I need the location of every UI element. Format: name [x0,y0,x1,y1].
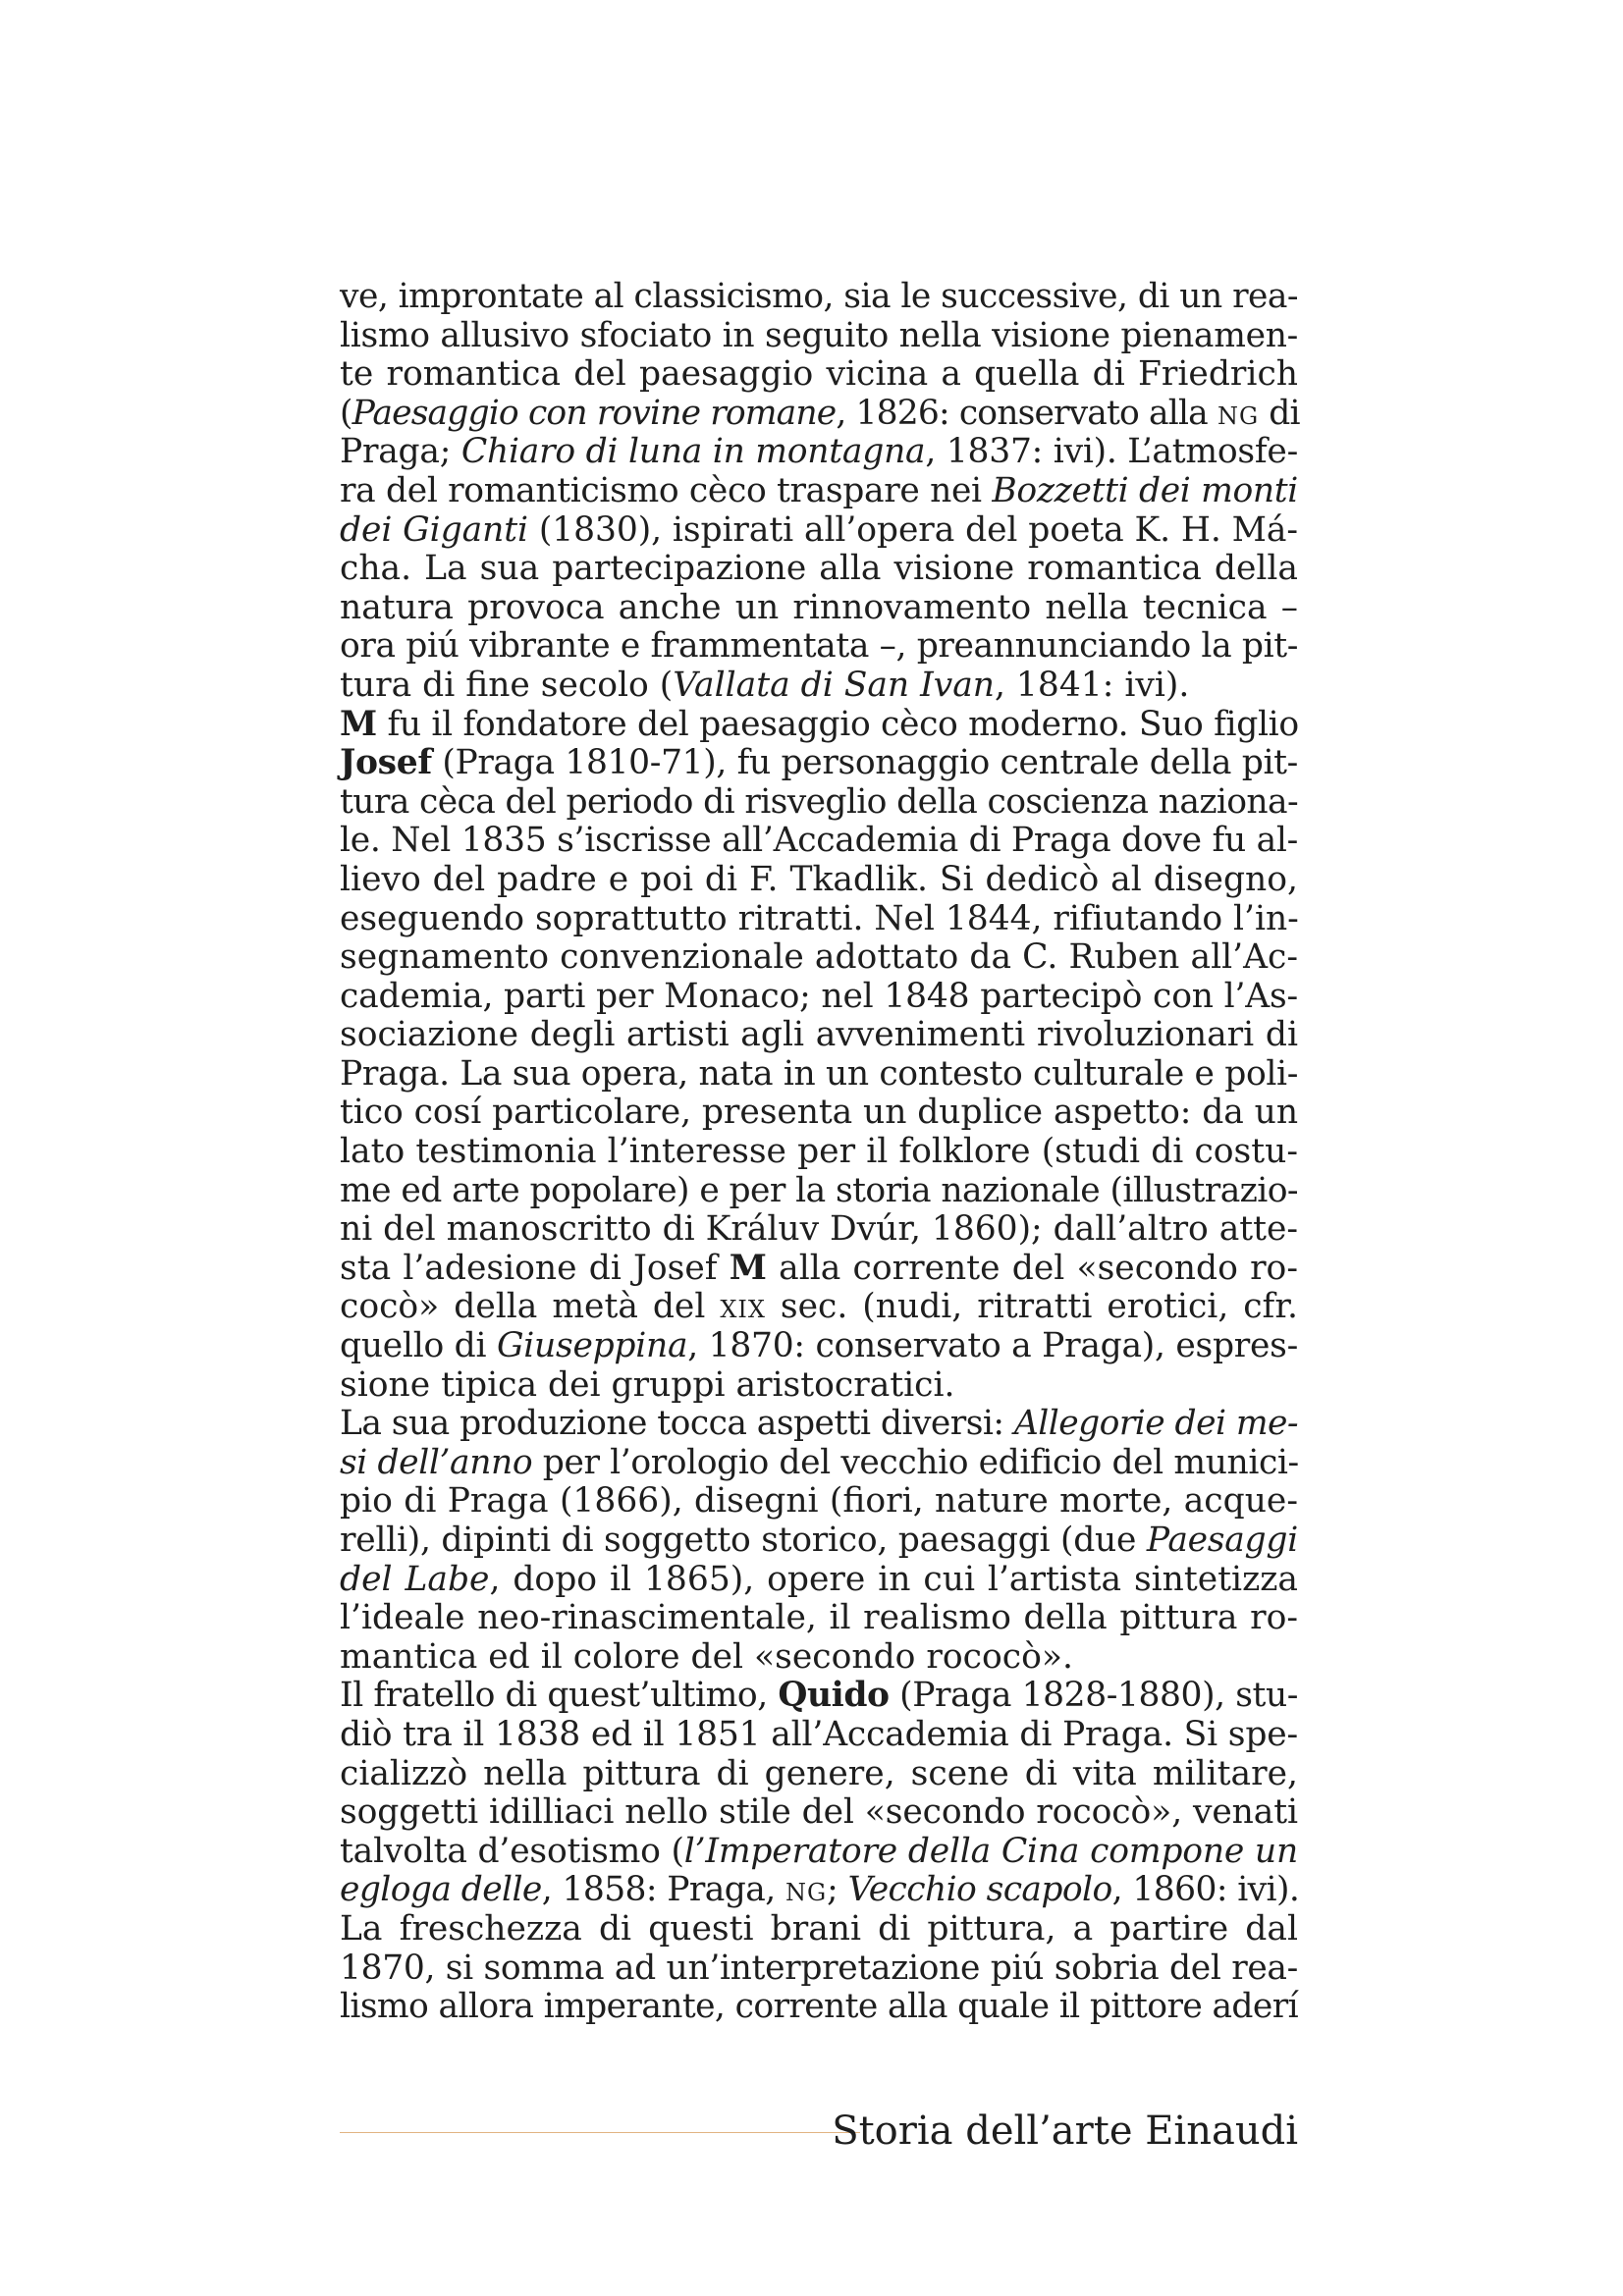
text-run: di [1259,393,1300,433]
text-run: sec. (nudi, ritratti erotici, cfr. [765,1287,1298,1327]
text-line [340,550,1298,589]
text-line [340,1561,1298,1600]
text-run: del Labe [340,1559,490,1599]
text-line [340,1405,1298,1444]
text-run: fu il fondatore del paesaggio cèco moderno. Suo figlio [376,704,1299,744]
text-run: ra del romanticismo cèco traspare nei [340,470,993,510]
text-run: ng [1217,393,1260,433]
text-run: quello di [340,1326,497,1366]
text-line [340,1133,1298,1172]
text-run: tico cosí particolare, presenta un duplice aspetto: da un [340,1093,1298,1133]
text-run: tura cèca del periodo di risveglio della coscienza naziona- [340,781,1299,822]
text-run: cha. La sua partecipazione alla visione romantica della [340,549,1298,589]
text-line [340,1094,1298,1133]
text-run: Paesaggi [1146,1521,1298,1560]
text-line [340,1793,1298,1833]
text-line [340,1482,1298,1522]
text-run: te romantica del paesaggio vicina a quella di Friedrich [340,354,1298,395]
text-run: relli), dipinti di soggetto storico, paesaggi (due [340,1521,1147,1560]
text-run: ( [340,393,352,433]
text-run: xix [720,1287,766,1327]
text-run: segnamento convenzionale adottato da C. Ruben all’Ac- [340,937,1298,978]
text-run: per l’orologio del vecchio edificio del munici- [532,1442,1299,1482]
text-line [340,783,1298,823]
text-run: alla corrente del «secondo ro- [766,1248,1298,1288]
text-line [340,472,1298,511]
text-run: Josef [340,743,432,783]
text-line [340,744,1298,783]
text-run: si dell’anno [340,1442,533,1482]
text-run: lismo allora imperante, corrente alla quale il pittore aderí [340,1987,1298,2027]
text-run: diò tra il 1838 ed il 1851 all’Accademia di Praga. Si spe- [340,1714,1298,1754]
text-line [340,1288,1298,1327]
text-run: tura di fine secolo ( [340,665,674,705]
text-line [340,589,1298,628]
text-line [340,278,1298,317]
text-line [340,1599,1298,1638]
text-line [340,1677,1298,1716]
text-line [340,1638,1298,1678]
text-run: (1830), ispirati all’opera del poeta K. H. Má- [528,509,1298,550]
text-run: l’Imperatore della Cina compone un [683,1831,1298,1871]
text-line [340,395,1298,434]
text-run: , 1858: Praga, [541,1870,785,1910]
text-run: , 1860: ivi). [1111,1870,1300,1910]
text-run: cademia, parti per Monaco; nel 1848 partecipò con l’As- [340,976,1299,1016]
text-line [340,1988,1298,2027]
text-line [340,355,1298,395]
text-run: , dopo il 1865), opere in cui l’artista sintetizza [489,1559,1299,1599]
text-run: ng [784,1870,828,1910]
text-run: Praga. La sua opera, nata in un contesto culturale e poli- [340,1053,1298,1094]
text-line [340,433,1298,472]
text-line [340,1016,1298,1055]
text-run: Giuseppina [496,1326,688,1366]
body-text [340,278,1298,2027]
text-line [340,978,1298,1017]
text-run: Il fratello di quest’ultimo, [340,1676,779,1716]
footer-rule [340,2132,860,2133]
text-line [340,706,1298,745]
text-run: lato testimonia l’interesse per il folklore (studi di costu- [340,1132,1298,1172]
text-run: , 1870: conservato a Praga), espres- [687,1326,1299,1366]
text-run: , 1837: ivi). L’atmosfe- [925,432,1298,472]
text-line [340,1250,1298,1289]
text-line [340,1755,1298,1794]
text-line [340,627,1298,667]
text-run: soggetti idilliaci nello stile del «secondo rococò», venati [340,1792,1298,1833]
text-run: 1870, si somma ad un’interpretazione piú sobria del rea- [340,1948,1298,1988]
text-run: (Praga 1828-1880), stu- [889,1676,1298,1716]
text-run: pio di Praga (1866), disegni (fiori, nature morte, acque- [340,1481,1298,1522]
text-line [340,317,1298,356]
text-run: , 1826: conservato alla [836,393,1217,433]
text-line [340,1210,1298,1250]
text-line [340,1716,1298,1755]
text-line [340,1055,1298,1095]
text-run: sta l’adesione di Josef [340,1248,730,1288]
text-run: M [729,1248,767,1288]
text-line [340,1522,1298,1561]
text-line [340,1949,1298,1989]
text-line [340,1172,1298,1211]
text-run: talvolta d’esotismo ( [340,1831,684,1871]
text-run: (Praga 1810-71), fu personaggio centrale della pit- [431,743,1298,783]
text-line [340,1871,1298,1910]
text-run: ni del manoscritto di Králuv Dvúr, 1860); dall’altro atte- [340,1209,1298,1250]
text-run: mantica ed il colore del «secondo rococò». [340,1636,1073,1677]
text-line [340,938,1298,978]
text-run: me ed arte popolare) e per la storia nazionale (illustrazio- [340,1170,1299,1210]
text-run: Quido [778,1676,890,1716]
text-run: , 1841: ivi). [995,665,1190,705]
text-line [340,1327,1298,1366]
text-line [340,822,1298,861]
text-run: cocò» della metà del [340,1287,721,1327]
text-line [340,667,1298,706]
text-line [340,900,1298,939]
text-run: sione tipica dei gruppi aristocratici. [340,1364,955,1405]
text-line [340,1910,1298,1949]
text-run: ; [827,1870,848,1910]
text-run: Vecchio scapolo [847,1870,1112,1910]
text-run: Vallata di San Ivan [673,665,995,705]
text-run: ve, improntate al classicismo, sia le successive, di un rea- [340,277,1299,316]
text-run: eseguendo soprattutto ritratti. Nel 1844, rifiutando l’in- [340,898,1299,938]
page-footer [340,2107,1298,2156]
text-run: ora piú vibrante e frammentata –, preannunciando la pit- [340,626,1298,667]
text-line [340,861,1298,900]
text-run: natura provoca anche un rinnovamento nella tecnica – [340,587,1298,627]
text-run: M [340,704,377,744]
text-run: dei Giganti [340,509,528,550]
text-line [340,1444,1298,1483]
text-run: Chiaro di luna in montagna [460,432,926,472]
text-run: Bozzetti dei monti [992,470,1298,510]
text-line [340,1366,1298,1406]
text-run: Allegorie dei me- [1013,1404,1299,1444]
text-run: lismo allusivo sfociato in seguito nella visione pienamen- [340,315,1299,355]
text-run: sociazione degli artisti agli avvenimenti rivoluzionari di [340,1015,1298,1055]
text-run: cializzò nella pittura di genere, scene di vita militare, [340,1753,1298,1793]
text-run: La freschezza di questi brani di pittura, a partire dal [340,1908,1298,1949]
text-line [340,511,1298,551]
text-run: le. Nel 1835 s’iscrisse all’Accademia di Praga dove fu al- [340,821,1299,861]
text-run: l’ideale neo-rinascimentale, il realismo della pittura ro- [340,1598,1298,1638]
text-line [340,1833,1298,1872]
text-run: egloga delle [340,1870,542,1910]
text-run: Paesaggio con rovine romane [352,393,837,433]
text-run: La sua produzione tocca aspetti diversi: [340,1404,1014,1444]
text-run: lievo del padre e poi di F. Tkadlik. Si dedicò al disegno, [340,859,1298,899]
text-run: Praga; [340,432,461,472]
footer-title: Storia dell’arte Einaudi [832,2109,1298,2154]
